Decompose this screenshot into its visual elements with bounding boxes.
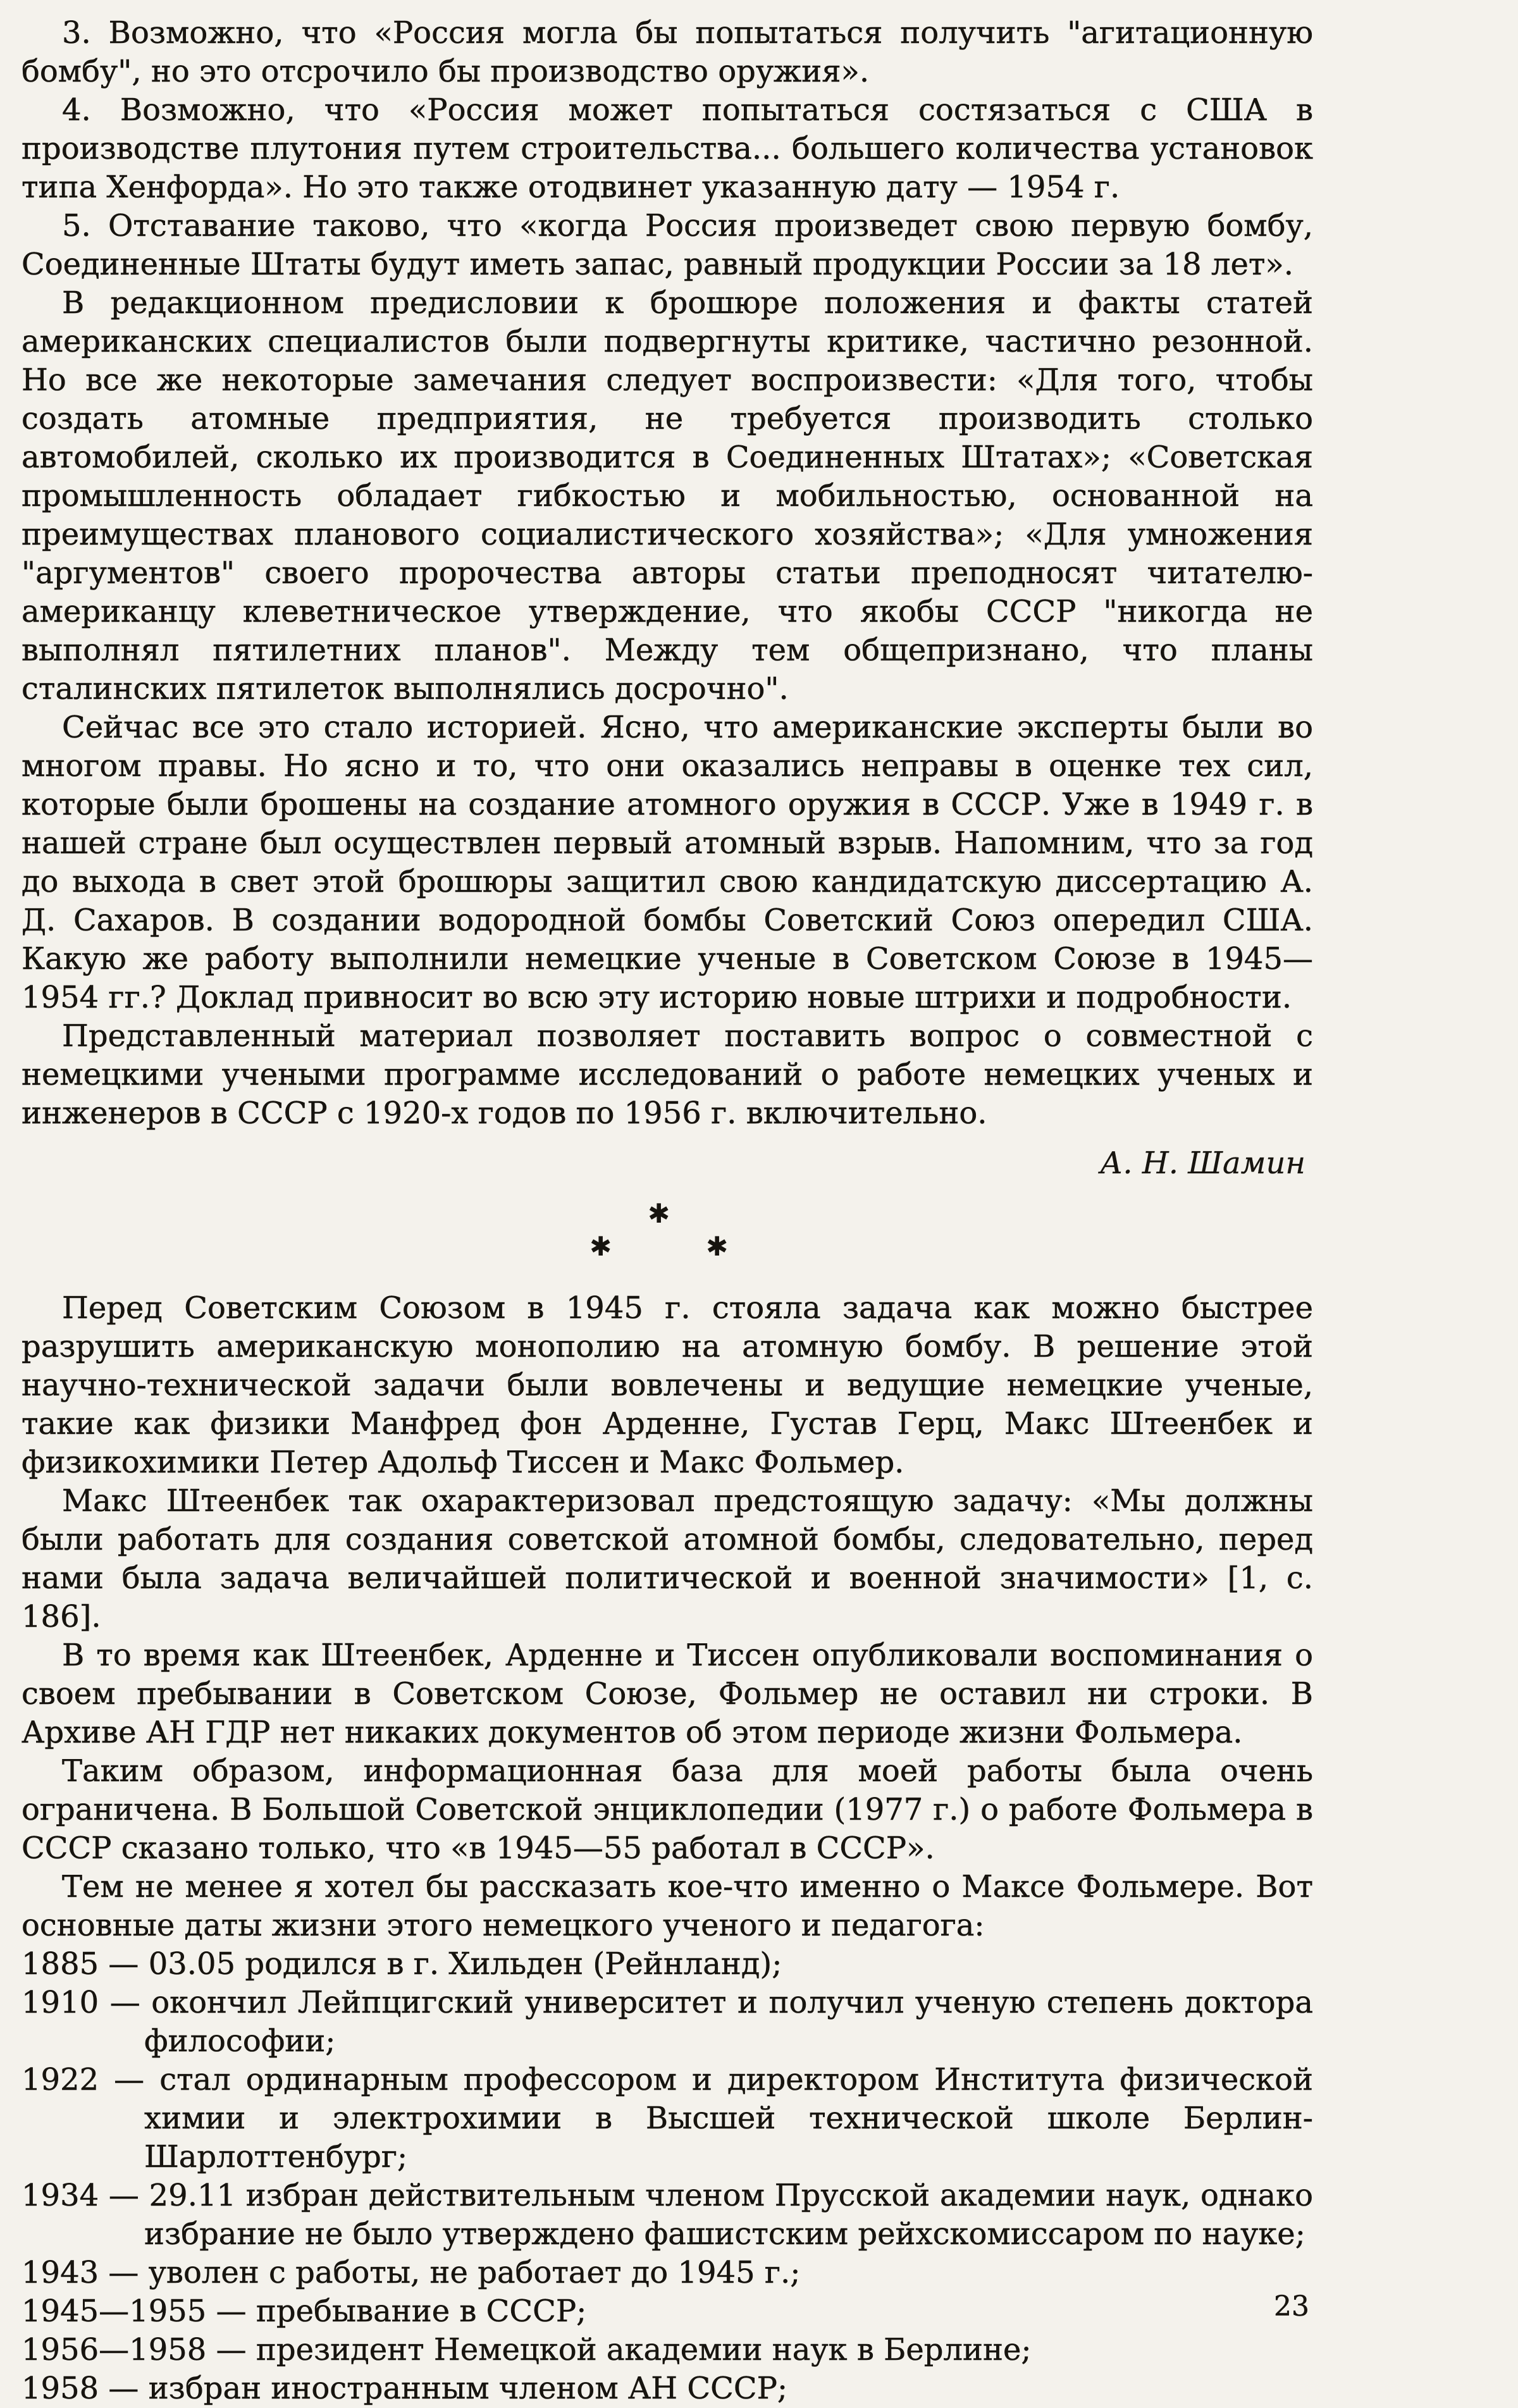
date-year: 1943 — [22,2255,139,2290]
date-year: 1958 — [22,2371,139,2406]
author-signature: А. Н. Шамин [1100,1145,1305,1181]
date-text: президент Немецкой академии наук в Берлине; [256,2332,1032,2368]
date-list-item [22,2254,1313,2292]
date-list-item [22,2176,1313,2254]
paragraph: В редакционном предисловии к брошюре положения и факты статей американских специалистов были подвергнуты критике, частично резонной. Но все же некоторые замечания следует воспроизвести: «Для того, чтобы создать атомные предприятия, не требуется производить столько автомобилей, сколько их производится в Соединенных Штатах»; «Советская промышленность обладает гибкостью и мобильностью, основанной на преимуществах планового социалистического хозяйства»; «Для умножения "аргументов" своего пророчества авторы статьи преподносят читателю-американцу клеветническое утверждение, что якобы СССР "никогда не выполнял пятилетних планов". Между тем общепризнано, что планы сталинских пятилеток выполнялись досрочно". [22,285,1313,707]
asterisk-separator [22,1199,1313,1270]
biography-date-list [22,1945,1313,2408]
numbered-point-5: 5. Отставание таково, что «когда Россия произведет свою первую бомбу, Соединенные Штаты будут иметь запас, равный продукции России за 18 лет». [22,208,1313,282]
paragraph: Сейчас все это стало историей. Ясно, что американские эксперты были во многом правы. Но ясно и то, что они оказались неправы в оценке тех сил, которые были брошены на создание атомного оружия в СССР. Уже в 1949 г. в нашей стране был осуществлен первый атомный взрыв. Напомним, что за год до выхода в свет этой брошюры защитил свою кандидатскую диссертацию А. Д. Сахаров. В создании водородной бомбы Советский Союз опередил США. Какую же работу выполнили немецкие ученые в Советском Союзе в 1945—1954 гг.? Доклад привносит во всю эту историю новые штрихи и подробности. [22,710,1313,1015]
date-list-item [22,2331,1313,2369]
asterisk-icon: ✱ [648,1198,670,1229]
date-text: стал ординарным профессором и директором Института физической химии и электрохимии в Высшей технической школе Берлин-Шарлоттенбург; [144,2062,1313,2175]
date-year: 1885 — [22,1946,139,1982]
asterisk-icon: ✱ [589,1231,612,1262]
date-list-item [22,2292,1313,2331]
asterisk-icon: ✱ [706,1231,729,1262]
date-year: 1910 — [22,1985,140,2020]
date-list-item [22,2061,1313,2176]
date-text: избран иностранным членом АН СССР; [148,2371,788,2406]
paragraph: Перед Советским Союзом в 1945 г. стояла задача как можно быстрее разрушить американскую монополию на атомную бомбу. В решение этой научно-технической задачи были вовлечены и ведущие немецкие ученые, такие как физики Манфред фон Арденне, Густав Герц, Макс Штеенбек и физикохимики Петер Адольф Тиссен и Макс Фольмер. [22,1290,1313,1480]
date-year: 1956—1958 — [22,2332,247,2368]
date-list-item [22,2369,1313,2408]
paragraph: В то время как Штеенбек, Арденне и Тиссен опубликовали воспоминания о своем пребывании в Советском Союзе, Фольмер не оставил ни строки. В Архиве АН ГДР нет никаких документов об этом периоде жизни Фольмера. [22,1638,1313,1750]
paragraph: Представленный материал позволяет поставить вопрос о совместной с немецкими учеными программе исследований о работе немецких ученых и инженеров в СССР с 1920-х годов по 1956 г. включительно. [22,1018,1313,1131]
paragraph: Макс Штеенбек так охарактеризовал предстоящую задачу: «Мы должны были работать для создания советской атомной бомбы, следовательно, перед нами была задача величайшей политической и военной значимости» [1, с. 186]. [22,1483,1313,1634]
page-number: 23 [1274,2290,1309,2323]
paragraph: Таким образом, информационная база для моей работы была очень ограничена. В Большой Советской энциклопедии (1977 г.) о работе Фольмера в СССР сказано только, что «в 1945—55 работал в СССР». [22,1753,1313,1866]
date-list-item [22,1945,1313,1984]
date-text: окончил Лейпцигский университет и получил ученую степень доктора философии; [144,1985,1313,2059]
numbered-point-3: 3. Возможно, что «Россия могла бы попытаться получить "агитационную бомбу", но это отсрочило бы производство оружия». [22,15,1313,89]
paragraph: Тем не менее я хотел бы рассказать кое-что именно о Максе Фольмере. Вот основные даты жизни этого немецкого ученого и педагога: [22,1869,1313,1943]
date-text: 29.11 избран действительным членом Прусской академии наук, однако избрание не было утверждено фашистским рейхскомиссаром по науке; [144,2178,1313,2252]
date-year: 1934 — [22,2178,139,2213]
date-year: 1922 — [22,2062,145,2097]
date-text: 03.05 родился в г. Хильден (Рейнланд); [148,1946,782,1982]
date-text: пребывание в СССР; [256,2294,587,2329]
document-body [22,14,1313,2408]
numbered-point-4: 4. Возможно, что «Россия может попытаться состязаться с США в производстве плутония путем строительства... большего количества установок типа Хенфорда». Но это также отодвинет указанную дату — 1954 г. [22,92,1313,205]
date-list-item [22,1984,1313,2061]
date-year: 1945—1955 — [22,2294,247,2329]
date-text: уволен с работы, не работает до 1945 г.; [148,2255,801,2290]
